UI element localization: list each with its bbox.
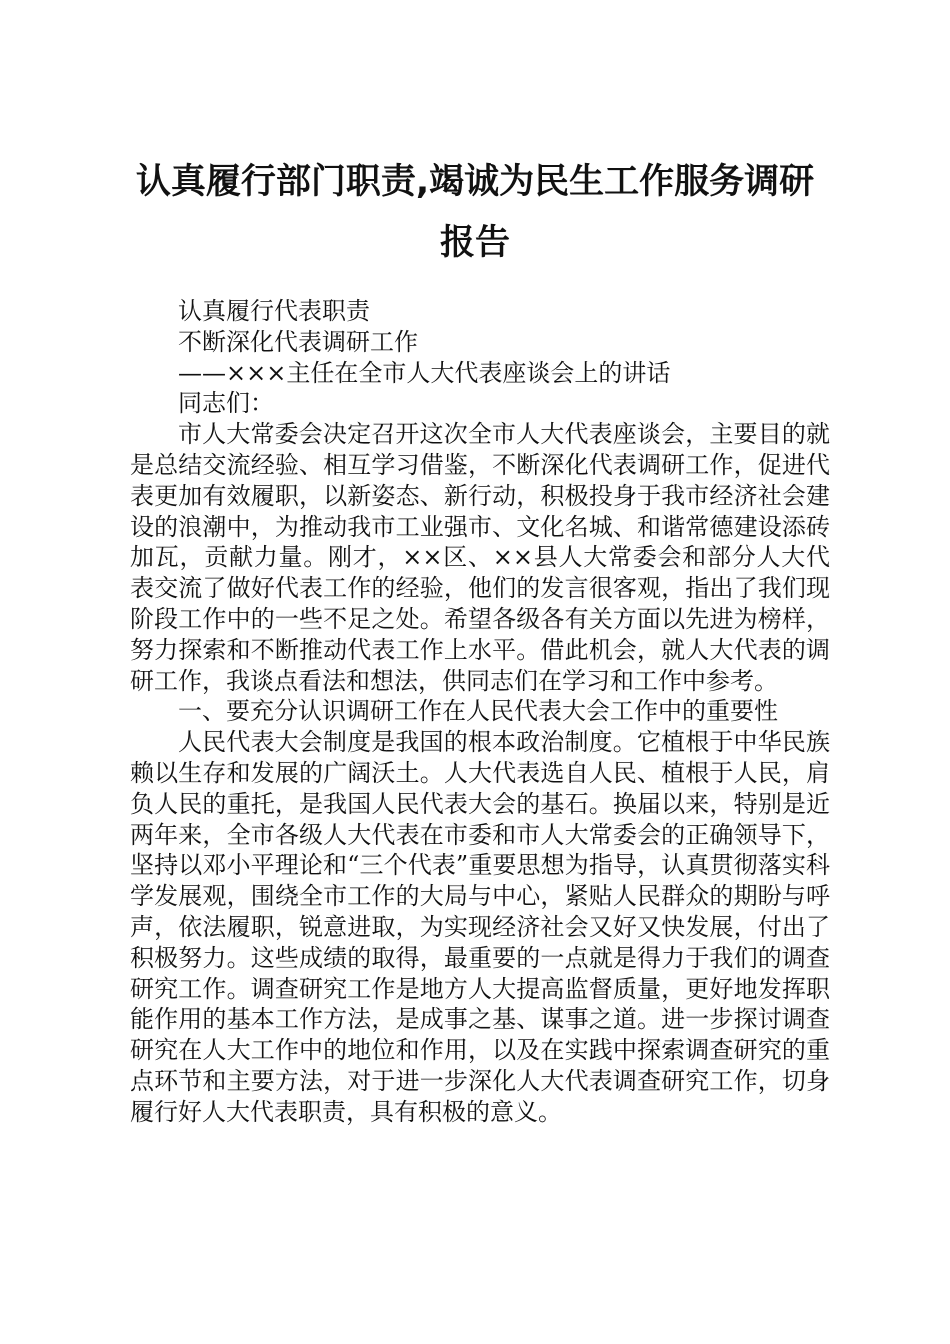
subtitle-line-2: 不断深化代表调研工作: [178, 327, 418, 356]
document-title-line-2: 报告: [439, 223, 510, 263]
document-body: [130, 296, 830, 1128]
body-paragraph: 市人大常委会决定召开这次全市人大代表座谈会，主要目的就是总结交流经验、相互学习借鉴，不断深化代表调研工作，促进代表更加有效履职，以新姿态、新行动，积极投身于我市经济社会建设的浪潮中，为推动我市工业强市、文化名城、和谐常德建设添砖加瓦，贡献力量。刚才，××区、××县人大常委会和部分人大代表交流了做好代表工作的经验，他们的发言很客观，指出了我们现阶段工作中的一些不足之处。希望各级各有关方面以先进为榜样，努力探索和不断推动代表工作上水平。借此机会，就人大代表的调研工作，我谈点看法和想法，供同志们在学习和工作中参考。: [130, 420, 830, 695]
speech-attribution: ——×××主任在全市人大代表座谈会上的讲话: [178, 358, 671, 387]
salutation: 同志们：: [178, 389, 274, 418]
section-heading: 一、要充分认识调研工作在人民代表大会工作中的重要性: [178, 697, 778, 726]
body-paragraph: 人民代表大会制度是我国的根本政治制度。它植根于中华民族赖以生存和发展的广阔沃土。人大代表选自人民、植根于人民，肩负人民的重托，是我国人民代表大会的基石。换届以来，特别是近两年来，全市各级人大代表在市委和市人大常委会的正确领导下，坚持以邓小平理论和“三个代表”重要思想为指导，认真贯彻落实科学发展观，围绕全市工作的大局与中心，紧贴人民群众的期盼与呼声，依法履职，锐意进取，为实现经济社会又好又快发展，付出了积极努力。这些成绩的取得，最重要的一点就是得力于我们的调查研究工作。调查研究工作是地方人大提高监督质量，更好地发挥职能作用的基本工作方法，是成事之基、谋事之道。进一步探讨调查研究在人大工作中的地位和作用，以及在实践中探索调查研究的重点环节和主要方法，对于进一步深化人大代表调查研究工作，切身履行好人大代表职责，具有积极的意义。: [130, 728, 830, 1126]
subtitle-line-1: 认真履行代表职责: [178, 297, 370, 325]
document-title-line-1: 认真履行部门职责,竭诚为民生工作服务调研: [135, 162, 815, 202]
